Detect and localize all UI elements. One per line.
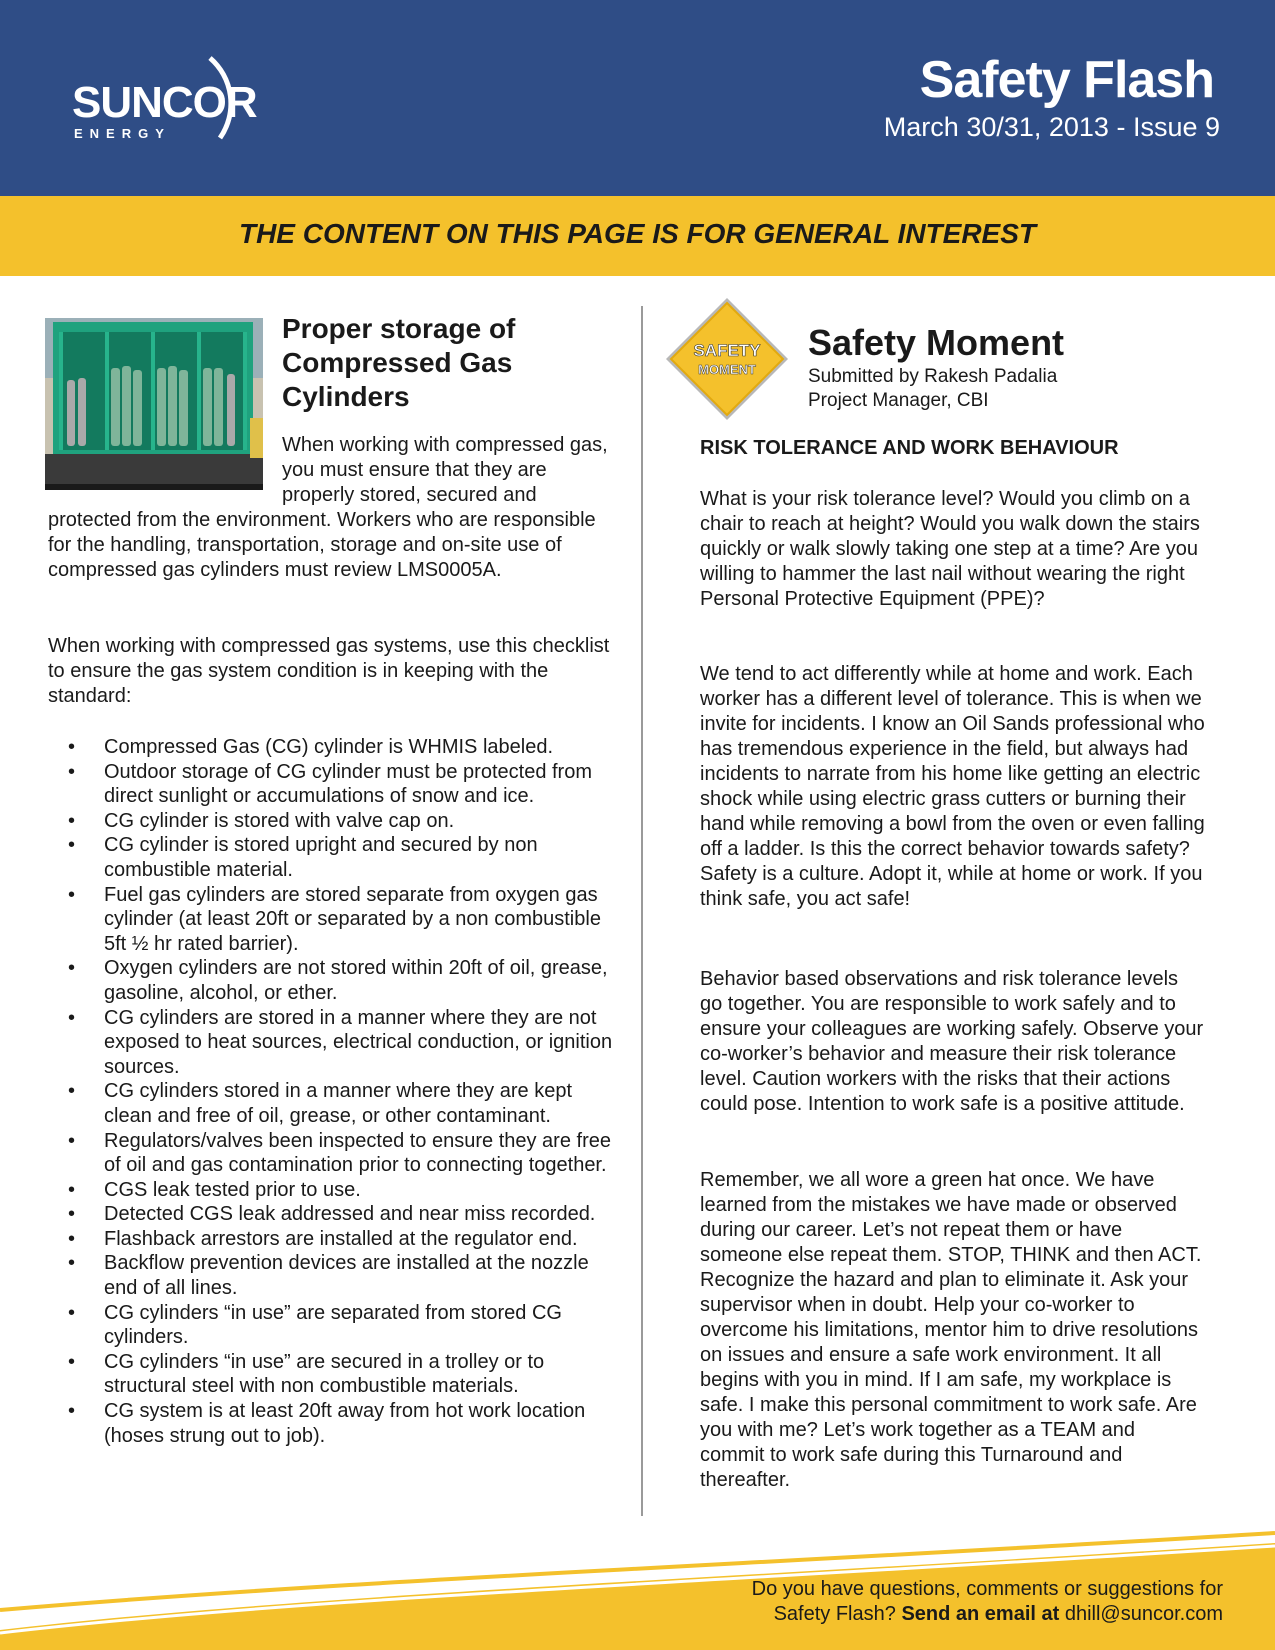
newsletter-title: Safety Flash — [919, 51, 1214, 109]
submitted-by: Submitted by Rakesh Padalia — [808, 366, 1058, 387]
risk-paragraph-2: We tend to act differently while at home and work. Each worker has a different level of tolerance. This is when we invite for incidents. I know an Oil Sands professional who has tremendous experience in the field, but always had incidents to narrate from his home like getting an electric shock while using electric grass cutters or burning their hand while removing a bowl from the oven or even falling off a ladder. Is this the correct behavior towards safety? Safety is a culture. Adopt it, while at home or work. If you think safe, you act safe! — [700, 663, 1205, 910]
storage-intro-continued: protected from the environment. Workers who are responsible for the handling, transportation, storage and on-site use of compressed gas cylinders must review LMS0005A. — [48, 509, 596, 581]
safety-moment-title: Safety Moment — [808, 322, 1065, 363]
author-role: Project Manager, CBI — [808, 390, 989, 411]
safety-moment-sign-icon — [664, 296, 790, 422]
sign-line2: MOMENT — [698, 362, 756, 377]
column-divider — [641, 306, 643, 1516]
issue-date: March 30/31, 2013 - Issue 9 — [883, 112, 1220, 142]
list-item: • Fuel gas cylinders are stored separate from oxygen gas cylinder (at least 20ft or separated by a non combustible 5ft ½ hr rated barrier). — [68, 883, 601, 955]
logo-subtitle: ENERGY — [74, 126, 171, 141]
list-item: • Flashback arrestors are installed at the regulator end. — [68, 1227, 578, 1250]
risk-paragraph-3: Behavior based observations and risk tolerance levels go together. You are responsible to work safely and to ensure your colleagues are working safely. Observe your co-worker’s behavior and measure their risk tolerance level. Caution workers with the risks that their actions could pose. Intention to work safe is a positive attitude. — [700, 968, 1204, 1115]
list-item: • Detected CGS leak addressed and near miss recorded. — [68, 1203, 596, 1226]
storage-intro: When working with compressed gas, you must ensure that they are properly stored, secured and — [282, 434, 608, 506]
contact-line-2 — [752, 1602, 1223, 1627]
author-info — [808, 365, 1057, 413]
sign-line1: SAFETY — [693, 341, 761, 360]
list-item: • Compressed Gas (CG) cylinder is WHMIS labeled. — [68, 736, 554, 758]
storage-checklist — [48, 735, 620, 1448]
checklist-intro: When working with compressed gas systems, use this checklist to ensure the gas system condition is in keeping with the standard: — [48, 635, 610, 707]
contact-info — [752, 1577, 1223, 1627]
banner-text: THE CONTENT ON THIS PAGE IS FOR GENERAL INTEREST — [238, 218, 1036, 249]
email-link[interactable]: dhill@suncor.com — [1064, 1603, 1223, 1625]
risk-paragraph-1: What is your risk tolerance level? Would you climb on a chair to reach at height? Would you walk down the stairs quickly or walk slowly taking one step at a time? Are you willing to hammer the last nail without wearing the right Personal Protective Equipment (PPE)? — [700, 488, 1200, 610]
list-item: • CGS leak tested prior to use. — [68, 1178, 361, 1201]
contact-prefix: Safety Flash? — [773, 1603, 896, 1625]
list-item: • CG cylinders are stored in a manner where they are not exposed to heat sources, electrical conduction, or ignition sources. — [68, 1006, 613, 1078]
list-item: • Outdoor storage of CG cylinder must be protected from direct sunlight or accumulations of snow and ice. — [68, 760, 592, 808]
list-item: • CG cylinders “in use” are secured in a trolley or to structural steel with non combustible materials. — [68, 1350, 545, 1398]
header-bar — [0, 0, 1275, 196]
list-item: • Oxygen cylinders are not stored within 20ft of oil, grease, gasoline, alcohol, or ether. — [68, 957, 608, 1004]
gas-cylinder-cage-photo — [45, 318, 263, 490]
risk-heading: RISK TOLERANCE AND WORK BEHAVIOUR — [700, 437, 1119, 459]
list-item: • CG cylinder is stored with valve cap on. — [68, 809, 455, 832]
general-interest-banner — [0, 196, 1275, 276]
list-item: • CG cylinders stored in a manner where they are kept clean and free of oil, grease, or other contaminant. — [68, 1080, 572, 1127]
list-item: • Backflow prevention devices are installed at the nozzle end of all lines. — [68, 1252, 589, 1300]
storage-article-title: Proper storage of Compressed Gas Cylinders — [282, 313, 516, 412]
contact-line-1: Do you have questions, comments or suggestions for — [751, 1578, 1223, 1600]
suncor-logo — [70, 50, 290, 145]
list-item: • CG cylinders “in use” are separated from stored CG cylinders. — [68, 1301, 562, 1349]
risk-paragraph-4: Remember, we all wore a green hat once. We have learned from the mistakes we have made or observed during our career. Let’s not repeat them or have someone else repeat them. STOP, THINK and then ACT. Recognize the hazard and plan to eliminate it. Ask your supervisor when in doubt. Help your co-worker to overcome his limitations, mentor him to drive resolutions on issues and ensure a safe work environment. It all begins with you in mind. If I am safe, my workplace is safe. I make this personal commitment to work safe. Are you with me? Let’s work together as a TEAM and commit to work safe during this Turnaround and thereafter. — [700, 1169, 1202, 1491]
logo-wordmark: SUNCOR — [72, 78, 257, 127]
list-item: • CG system is at least 20ft away from hot work location (hoses strung out to job). — [68, 1400, 586, 1447]
list-item: • Regulators/valves been inspected to ensure they are free of oil and gas contamination prior to connecting together. — [68, 1129, 611, 1177]
contact-bold: Send an email at — [901, 1603, 1060, 1625]
list-item: • CG cylinder is stored upright and secured by non combustible material. — [68, 834, 538, 881]
